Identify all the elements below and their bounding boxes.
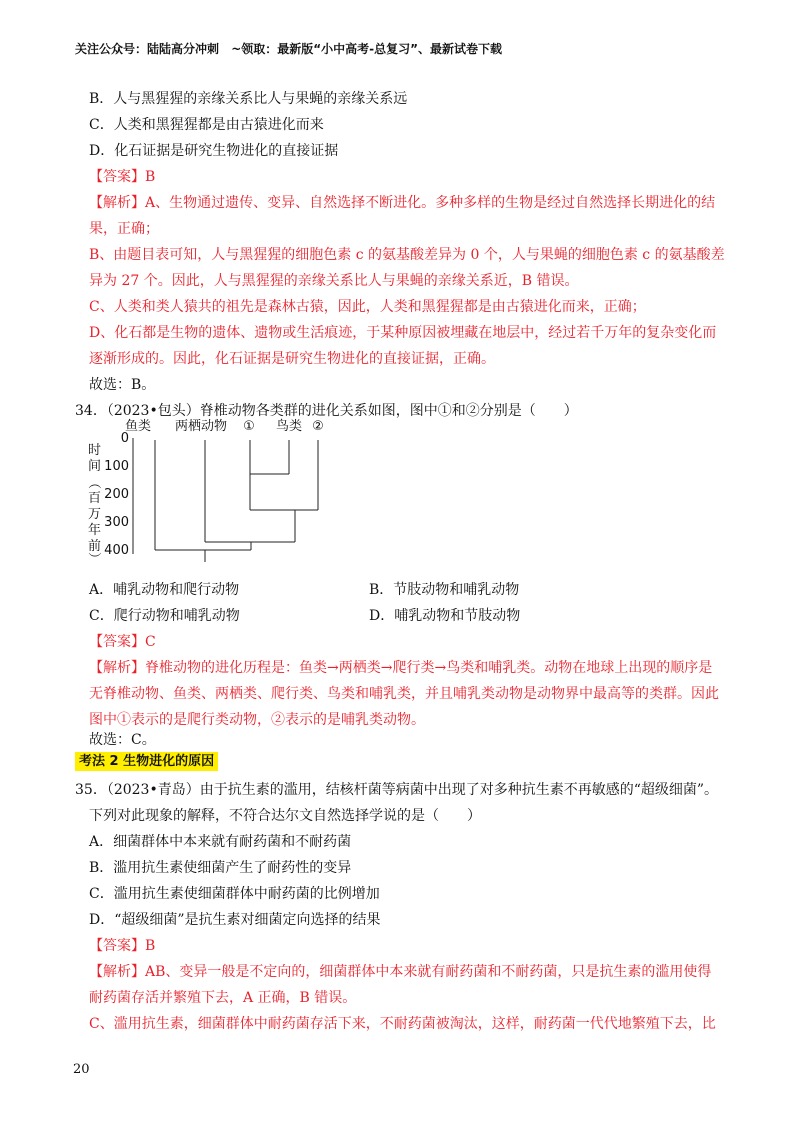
tick-label: 200 xyxy=(104,487,129,502)
q34-analysis-line: 图中①表示的是爬行类动物，②表示的是哺乳类动物。 xyxy=(89,712,425,728)
q33-option-b: B．人与黑猩猩的亲缘关系比人与果蝇的亲缘关系远 xyxy=(89,91,408,107)
q33-analysis-line: 果，正确； xyxy=(89,221,159,237)
tick-label: 300 xyxy=(104,515,129,530)
q33-analysis-line: 【解析】A、生物通过遗传、变异、自然选择不断进化。多种多样的生物是经过自然选择长期进化的结 xyxy=(89,195,716,211)
axis-label-char: ） xyxy=(86,552,101,566)
q35-option-b: B．滥用抗生素使细菌产生了耐药性的变异 xyxy=(89,860,352,876)
taxon-label: ① xyxy=(243,419,255,434)
tick-label: 0 xyxy=(120,431,129,446)
q34-analysis-line: 无脊椎动物、鱼类、两栖类、爬行类、鸟类和哺乳类，并且哺乳类动物是动物界中最高等的类群。因此 xyxy=(89,686,719,702)
topic-heading: 考法 2 生物进化的原因 xyxy=(75,752,218,771)
q33-analysis-line: 异为 27 个。因此，人与黑猩猩的亲缘关系比人与果蝇的亲缘关系近，B 错误。 xyxy=(89,273,579,289)
q34-stem: 34．（2023•包头）脊椎动物各类群的进化关系如图，图中①和②分别是（ ） xyxy=(75,403,578,419)
axis-label-char: 万 xyxy=(88,507,102,522)
taxon-label: 两栖动物 xyxy=(175,419,228,434)
axis-label-char: 间 xyxy=(88,459,102,474)
header-right: ~领取：最新版“小中高考-总复习”、最新试卷下载 xyxy=(231,42,503,56)
q34-option-b: B．节肢动物和哺乳动物 xyxy=(369,582,520,598)
q35-analysis-line: 耐药菌存活并繁殖下去，A 正确，B 错误。 xyxy=(89,990,357,1006)
axis-label-char: （ xyxy=(86,476,101,490)
taxon-label: 鱼类 xyxy=(125,419,152,434)
tick-label: 400 xyxy=(104,543,129,558)
q35-option-a: A．细菌群体中本来就有耐药菌和不耐药菌 xyxy=(89,834,352,850)
axis-label-char: 百 xyxy=(88,491,102,506)
q35-answer: 【答案】B xyxy=(89,938,156,954)
q35-analysis-line: 【解析】AB、变异一般是不定向的，细菌群体中本来就有耐药菌和不耐药菌，只是抗生素的滥用使得 xyxy=(89,964,712,980)
q33-analysis-line: B、由题目表可知，人与黑猩猩的细胞色素 c 的氨基酸差异为 0 个，人与果蝇的细胞色素 c 的氨基酸差 xyxy=(89,247,725,263)
tick-label: 100 xyxy=(104,459,129,474)
evolution-tree-figure xyxy=(85,412,345,572)
page-number: 20 xyxy=(73,1062,90,1077)
taxon-label: 鸟类 xyxy=(275,419,303,434)
q34-option-c: C．爬行动物和哺乳动物 xyxy=(89,608,240,624)
q35-option-c: C．滥用抗生素使细菌群体中耐药菌的比例增加 xyxy=(89,886,380,902)
q33-conclusion: 故选：B。 xyxy=(89,377,156,393)
q35-option-d: D．“超级细菌”是抗生素对细菌定向选择的结果 xyxy=(89,912,381,928)
q33-analysis-line: D、化石都是生物的遗体、遗物或生活痕迹，于某种原因被埋藏在地层中，经过若千万年的复杂变化而 xyxy=(89,325,717,341)
axis-label-char: 年 xyxy=(88,523,102,538)
axis-label-char: 时 xyxy=(88,443,102,458)
axis-label-char: 前 xyxy=(88,539,102,554)
q34-answer: 【答案】C xyxy=(89,634,156,650)
q35-analysis-line: C、滥用抗生素，细菌群体中耐药菌存活下来，不耐药菌被淘汰，这样，耐药菌一代代地繁殖下去，比 xyxy=(89,1016,716,1032)
q33-analysis-line: 逐渐形成的。因此，化石证据是研究生物进化的直接证据，正确。 xyxy=(89,351,495,367)
q33-option-d: D．化石证据是研究生物进化的直接证据 xyxy=(89,143,339,159)
q34-conclusion: 故选：C。 xyxy=(89,732,156,748)
header-left: 关注公众号：陆陆高分冲刺 xyxy=(75,42,220,56)
q34-option-a: A．哺乳动物和爬行动物 xyxy=(89,582,240,598)
q34-option-d: D．哺乳动物和节肢动物 xyxy=(369,608,521,624)
q33-answer: 【答案】B xyxy=(89,169,156,185)
q35-stem: 35．（2023•青岛）由于抗生素的滥用，结核杆菌等病菌中出现了对多种抗生素不再敏感的“超级细菌”。 xyxy=(75,782,719,798)
page-header xyxy=(75,40,510,57)
q33-option-c: C．人类和黑猩猩都是由古猿进化而来 xyxy=(89,117,324,133)
q33-analysis-line: C、人类和类人猿共的祖先是森林古猿，因此，人类和黑猩猩都是由古猿进化而来，正确； xyxy=(89,299,646,315)
q34-analysis-line: 【解析】脊椎动物的进化历程是：鱼类→两栖类→爬行类→鸟类和哺乳类。动物在地球上出现的顺序是 xyxy=(89,660,713,676)
taxon-label: ② xyxy=(312,419,324,434)
q35-stem-continued: 下列对此现象的解释，不符合达尔文自然选择学说的是（ ） xyxy=(89,808,481,824)
